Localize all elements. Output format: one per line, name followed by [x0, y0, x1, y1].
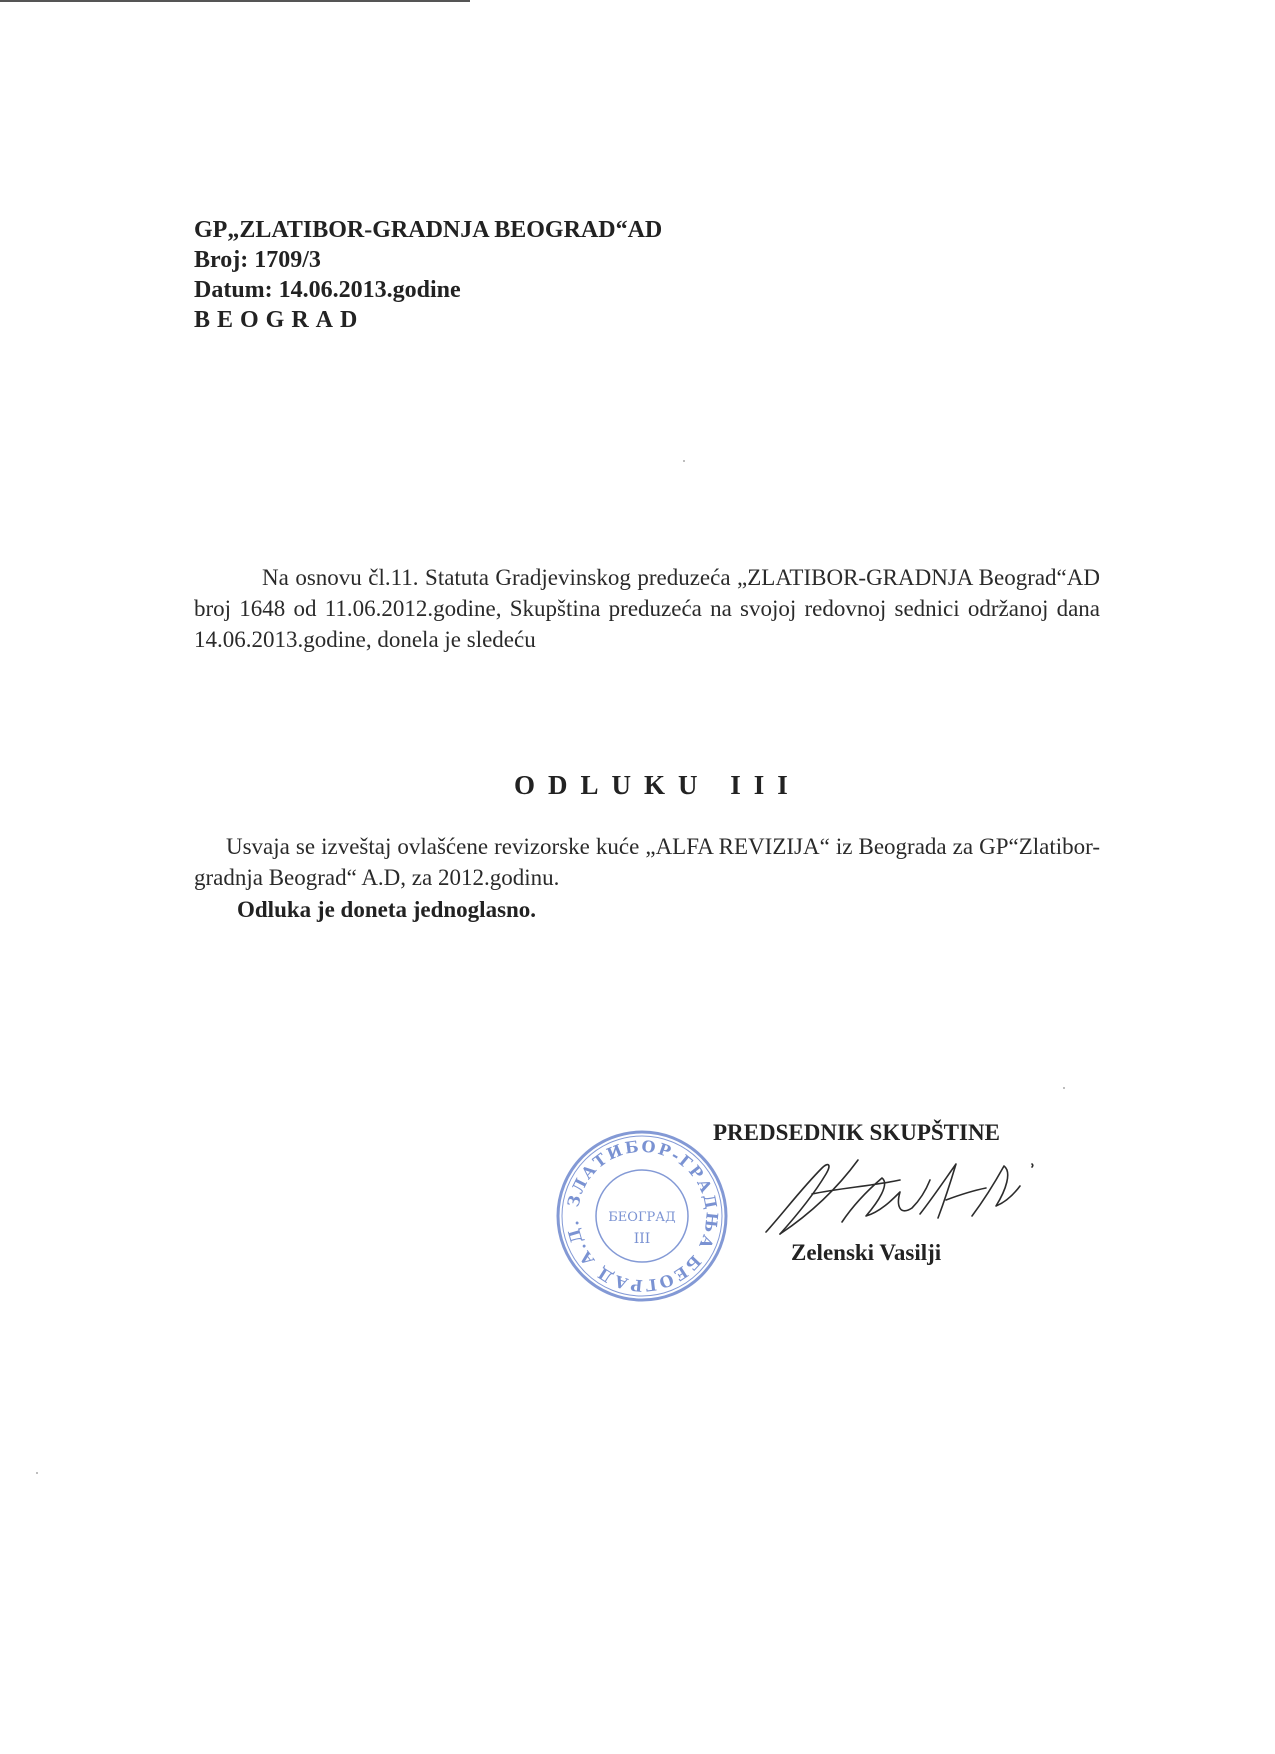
decision-title: ODLUKU III — [514, 770, 801, 800]
signatory-title: PREDSEDNIK SKUPŠTINE — [713, 1120, 1000, 1145]
scan-speck — [36, 1472, 38, 1474]
company-stamp — [552, 1126, 732, 1306]
scan-speck — [1063, 1087, 1065, 1089]
intro-text: Na osnovu čl.11. Statuta Gradjevinskog preduzeća „ZLATIBOR-GRADNJA Beograd“AD broj 1648 od 11.06.2012.godine, Skupština preduzeća na svojoj redovnoj sednici održanoj dana 14.06.2013.godine, donela je sledeću — [194, 565, 1100, 652]
stamp-center-number: III — [633, 1231, 651, 1247]
scan-speck — [683, 460, 685, 462]
document-header — [194, 215, 662, 335]
decision-text: Usvaja se izveštaj ovlašćene revizorske kuće „ALFA REVIZIJA“ iz Beograda za GP“Zlatibor-gradnja Beograd“ A.D, za 2012.godinu. — [194, 834, 1100, 890]
decision-paragraph — [194, 831, 1100, 893]
document-number: Broj: 1709/3 — [194, 247, 321, 273]
handwritten-signature — [750, 1150, 1050, 1240]
company-name: GP„ZLATIBOR-GRADNJA BEOGRAD“AD — [194, 217, 663, 243]
document-date: Datum: 14.06.2013.godine — [194, 277, 461, 303]
scan-top-edge — [0, 0, 470, 2]
decision-unanimous-note: Odluka je doneta jednoglasno. — [237, 897, 537, 922]
intro-paragraph — [194, 562, 1100, 655]
document-city: BEOGRAD — [194, 307, 365, 333]
stamp-center-text: БЕОГРАД — [608, 1210, 676, 1225]
signatory-name: Zelenski Vasilji — [791, 1240, 942, 1265]
stamp-outer-text: ЗЛАТИБОР-ГРАДЊА БЕОГРАД А.Д. — [562, 1136, 722, 1296]
